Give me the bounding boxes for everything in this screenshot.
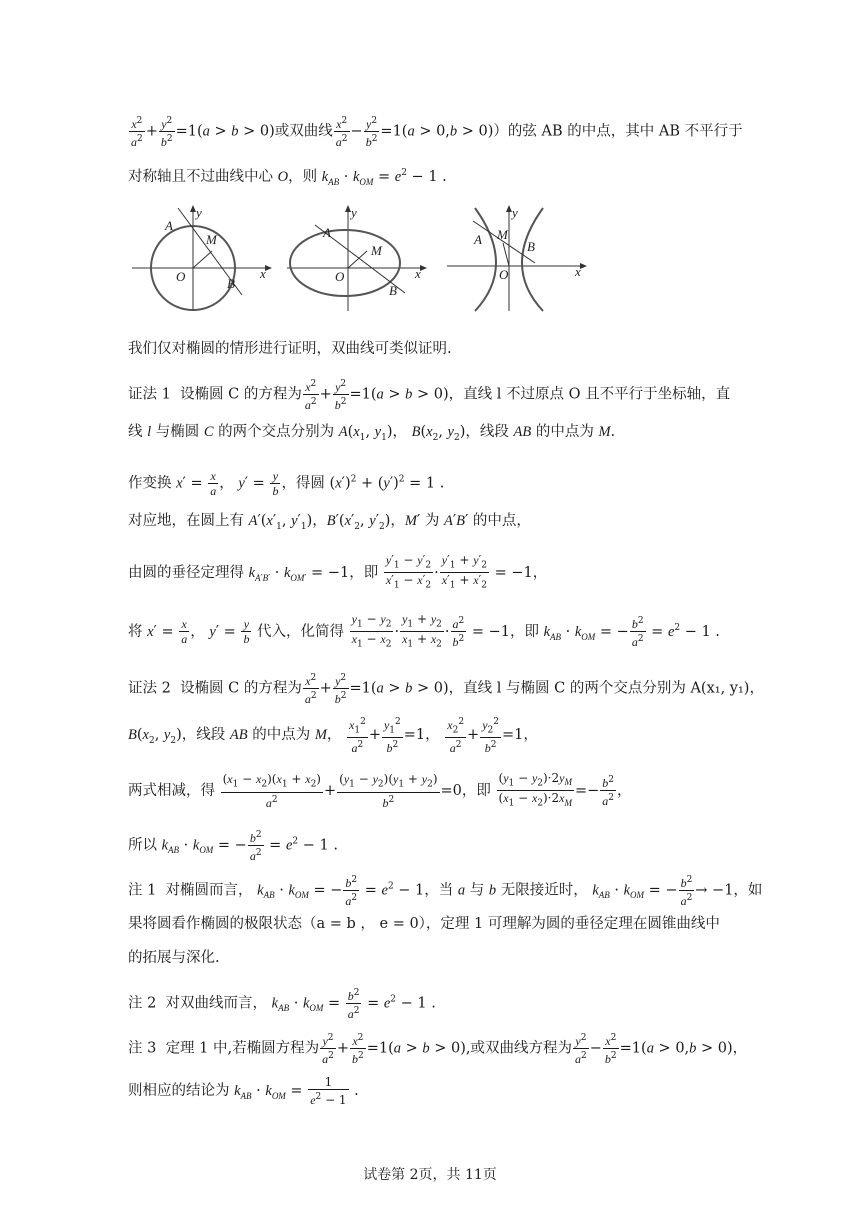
note2-line: 注 2 对双曲线而言， $k_{AB} \cdot k_{OM}$ = $\frac{b^2}{a^2}$ = $e^2 - 1$ . — [128, 988, 436, 1021]
point-b-label: B — [527, 239, 535, 254]
note1-line-2: 果将圆看作椭圆的极限状态（a = b ， e = 0），定理 1 可理解为圆的垂径定理在圆锥曲线中 — [128, 916, 720, 932]
point-m-label: M — [371, 243, 382, 258]
intro-line-1: $\frac{x^2}{a^2}$ + $\frac{y^2}{b^2}$ =1(a > b > 0)或双曲线 $\frac{x^2}{a^2}$ − $\frac{y^2}{b^2}$ =1(a > 0,b > 0)）的弦 AB 的中点，其中 AB 不平行于 — [131, 116, 743, 149]
note3-line-2: 则相应的结论为 $k_{AB} \cdot k_{OM}$ = $\frac{1}{e^2 - 1}$ . — [128, 1075, 359, 1107]
proof1-label: 证法 1 — [128, 386, 171, 403]
origin-label: O — [335, 269, 345, 284]
perp-line: 由圆的垂径定理得 $k_{A'B'} \cdot k_{OM'} = -1$，即 $\frac{y'_1 - y'_2}{x'_1 - x'_2}$ · $\frac{y'_1 + y'_2}{x'_1 + x'_2}$ = −1， — [128, 553, 548, 591]
point-a-label: A — [474, 232, 482, 247]
therefore-line: 所以 $k_{AB} \cdot k_{OM}$ = − $\frac{b^2}{a^2}$ = $e^2 - 1$ . — [128, 830, 338, 863]
transform-line: 作变换 x′ = $\frac{x}{a}$ ， y′ = $\frac{y}{b}$ ，得圆 $(x')^2 + (y')^2 = 1$ . — [128, 469, 445, 498]
note1-line-3: 的拓展与深化. — [128, 950, 220, 966]
hyperbola-figure — [445, 203, 590, 313]
point-a-label: A — [165, 218, 173, 233]
or-hyperbola-text: 或双曲线 — [274, 123, 333, 140]
x-axis-label: x — [260, 266, 266, 281]
intro-line-1-tail: ）的弦 AB 的中点，其中 AB 不平行于 — [493, 123, 743, 140]
note3-label: 注 3 — [128, 1040, 157, 1057]
origin-label: O — [176, 269, 186, 284]
origin-label: O — [499, 267, 509, 282]
y-axis-label: y — [196, 205, 202, 220]
note1-line-1: 注 1 对椭圆而言， $k_{AB} \cdot k_{OM}$ = − $\frac{b^2}{a^2}$ = $e^2 - 1$，当 a 与 b 无限接近时， $k_{AB} \cdot k_{OM}$ = − $\frac{b^2}{a^2}$ → −1，如 — [128, 875, 763, 908]
note1-label: 注 1 — [128, 882, 157, 899]
x-axis-label: x — [415, 266, 421, 281]
point-m-label: M — [206, 232, 217, 247]
proof1-line-1: 证法 1 设椭圆 C 的方程为 $\frac{x^2}{a^2}$ + $\frac{y^2}{b^2}$ =1(a > b > 0)，直线 l 不过原点 O 且不平行于坐标轴，直 — [128, 379, 731, 412]
point-b-label: B — [389, 283, 397, 298]
substitute-line: 将 x′ = $\frac{x}{a}$ ， y′ = $\frac{y}{b}$ 代入，化简得 $\frac{y_1 - y_2}{x_1 - x_2}$ · $\frac{y_1 + y_2}{x_1 + x_2}$ · $\frac{a^2}{b^2}$ = −1，即 $k_{AB} \cdot k_{OM}$ = − $\frac{b^2}{a^2}$ = $e^2 - 1$ . — [128, 612, 720, 650]
point-b-label: B — [227, 276, 235, 291]
note2-label: 注 2 — [128, 995, 157, 1012]
proof2-line-2: $B(x_2$, $y_2$)，线段 AB 的中点为 M， $\frac{x_1^2}{a^2}$ + $\frac{y_1^2}{b^2}$ =1， $\frac{x_2^2}{a^2}$ + $\frac{y_2^2}{b^2}$ =1， — [128, 717, 538, 756]
intro-line-2: 对称轴且不过曲线中心 O，则 $k_{AB} \cdot k_{OM} = e^2 - 1$ . — [128, 168, 447, 187]
point-m-label: M — [497, 227, 508, 242]
y-axis-label: y — [512, 205, 518, 220]
ellipse-figure — [285, 203, 430, 313]
subtract-line: 两式相减，得 $\frac{(x_1 - x_2)(x_1 + x_2)}{a^2}$ + $\frac{(y_1 - y_2)(y_1 + y_2)}{b^2}$ =0，即 $\frac{(y_1 - y_2)\cdot 2y_M}{(x_1 - x_2)\cdot 2x_M}$ =− $\frac{b^2}{a^2}$ ， — [128, 771, 632, 810]
corresp-line: 对应地，在圆上有 $A'(x'_1$, $y'_1$)，$B'(x'_2$, $y'_2$)，M′ 为 A′B′ 的中点， — [128, 513, 531, 532]
proof2-label: 证法 2 — [128, 680, 171, 697]
page-footer: 试卷第 2页，共 11页 — [363, 1167, 497, 1183]
proof2-line-1: 证法 2 设椭圆 C 的方程为 $\frac{x^2}{a^2}$ + $\frac{y^2}{b^2}$ =1(a > b > 0)，直线 l 与椭圆 C 的两个交点分别为 A(x₁, y₁)， — [128, 673, 764, 706]
circle-figure — [130, 203, 275, 313]
note3-line-1: 注 3 定理 1 中,若椭圆方程为 $\frac{y^2}{a^2}$ + $\frac{x^2}{b^2}$ =1(a > b > 0),或双曲线方程为 $\frac{y^2}{a^2}$ − $\frac{x^2}{b^2}$ =1(a > 0,b > 0)， — [128, 1033, 748, 1066]
prove-note: 我们仅对椭圆的情形进行证明，双曲线可类似证明. — [128, 341, 452, 357]
proof1-line-2: 线 l 与椭圆 C 的两个交点分别为 $A(x_1$, $y_1$)， $B(x_2$, $y_2$)，线段 AB 的中点为 M. — [128, 424, 616, 443]
point-a-label: A — [323, 225, 331, 240]
x-axis-label: x — [575, 264, 581, 279]
y-axis-label: y — [351, 205, 357, 220]
